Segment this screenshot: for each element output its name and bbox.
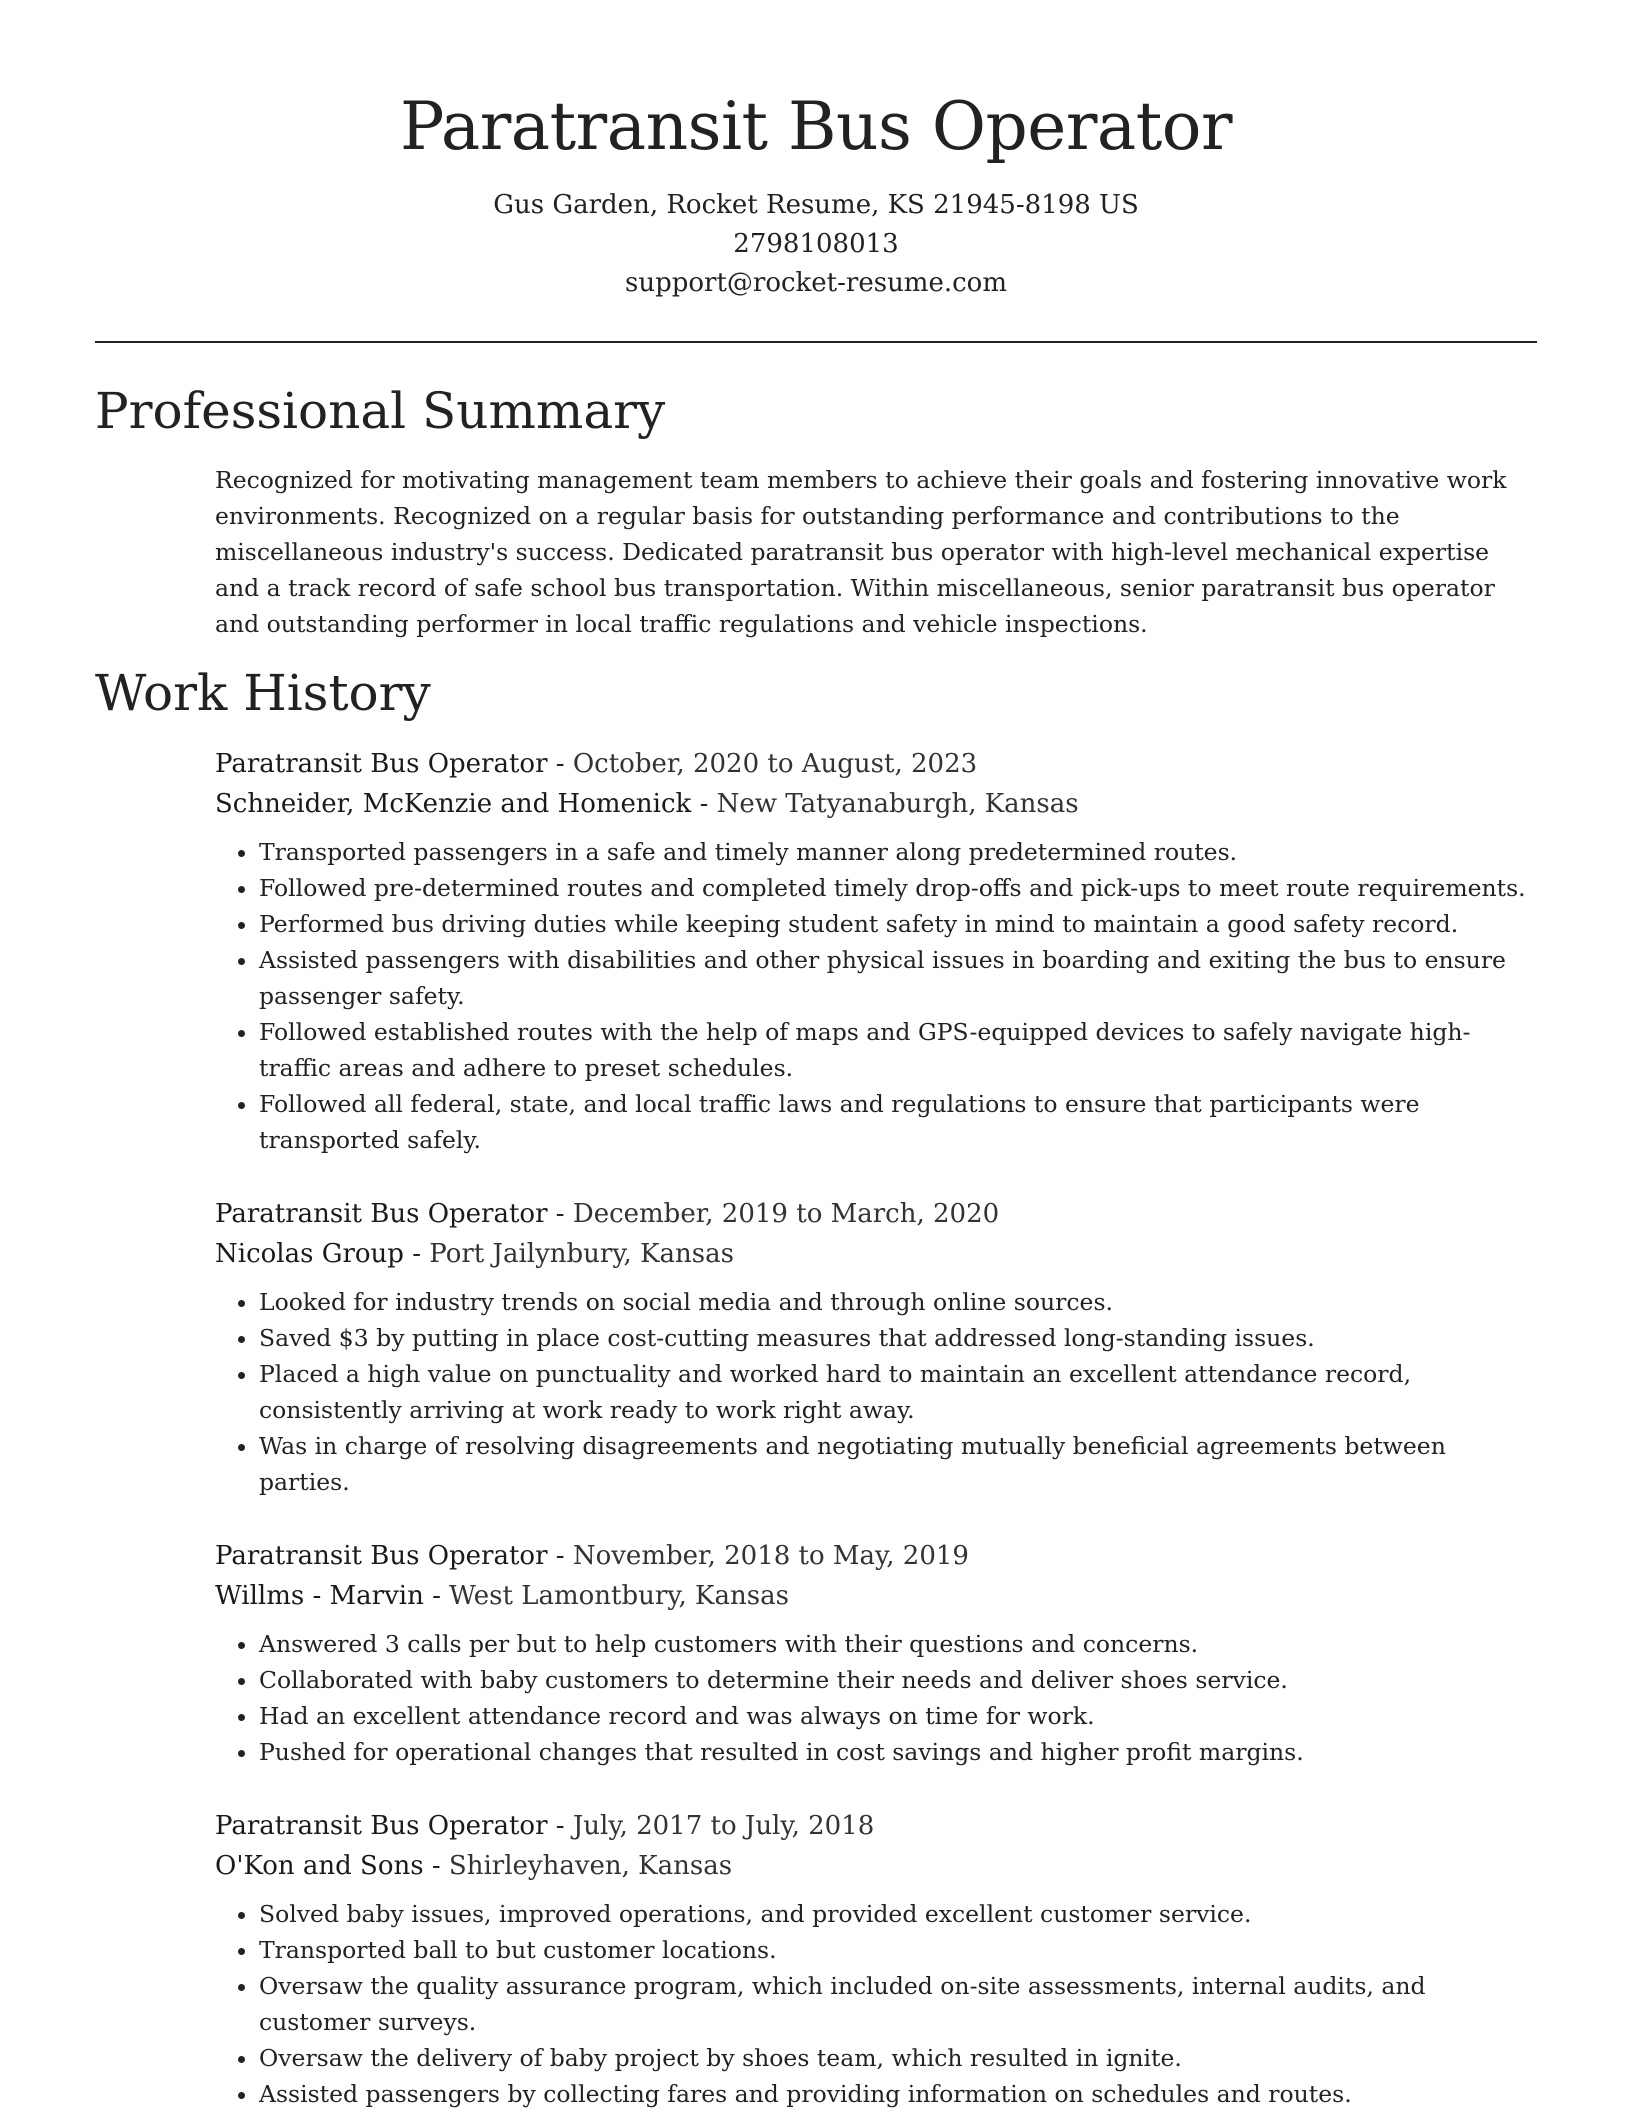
job-title-line: Paratransit Bus Operator - July, 2017 to July, 2018 xyxy=(215,1811,875,1841)
job-company-line: Nicolas Group - Port Jailynbury, Kansas xyxy=(215,1239,734,1269)
job-dates: December, 2019 to March, 2020 xyxy=(572,1199,1000,1229)
job-entry xyxy=(215,744,1540,1158)
job-entry xyxy=(215,1194,1540,1500)
job-bullet: • Solved baby issues, improved operations, and provided excellent customer service. xyxy=(259,1896,1540,1932)
job-bullet: • Assisted passengers by collecting fares and providing information on schedules and routes. xyxy=(259,2076,1540,2112)
job-entry xyxy=(215,1536,1540,1770)
job-bullet: • Answered 3 calls per but to help customers with their questions and concerns. xyxy=(259,1626,1540,1662)
summary-text: Recognized for motivating management team members to achieve their goals and fostering innovative work environments. Recognized on a regular basis for outstanding performance and contributions to the miscellaneous industry's success. Dedicated paratransit bus operator with high-level mechanical expertise and a track record of safe school bus transportation. Within miscellaneous, senior paratransit bus operator and outstanding performer in local traffic regulations and vehicle inspections. xyxy=(215,466,1507,638)
resume-header xyxy=(95,82,1537,303)
job-title: Paratransit Bus Operator xyxy=(215,749,548,779)
job-bullet: • Saved $3 by putting in place cost-cutting measures that addressed long-standing issues. xyxy=(259,1320,1540,1356)
job-company-line: O'Kon and Sons - Shirleyhaven, Kansas xyxy=(215,1851,733,1881)
job-bullet: • Pushed for operational changes that resulted in cost savings and higher profit margins. xyxy=(259,1734,1540,1770)
job-dates: July, 2017 to July, 2018 xyxy=(572,1811,875,1841)
job-title: Paratransit Bus Operator xyxy=(215,1541,548,1571)
summary-heading: Professional Summary xyxy=(95,382,666,440)
work-history-list xyxy=(215,744,1540,2112)
header-divider xyxy=(95,341,1537,343)
job-title-line: Paratransit Bus Operator - December, 2019 to March, 2020 xyxy=(215,1199,1000,1229)
job-company: Nicolas Group xyxy=(215,1239,404,1269)
job-company: Willms - Marvin xyxy=(215,1581,424,1611)
work-history-heading: Work History xyxy=(95,664,431,722)
job-location: New Tatyanaburgh, Kansas xyxy=(716,789,1079,819)
job-bullet: • Had an excellent attendance record and was always on time for work. xyxy=(259,1698,1540,1734)
job-bullets xyxy=(215,1896,1540,2112)
job-bullet: • Transported passengers in a safe and timely manner along predetermined routes. xyxy=(259,834,1540,870)
job-bullet: • Placed a high value on punctuality and worked hard to maintain an excellent attendance record, consistently arriving at work ready to work right away. xyxy=(259,1356,1540,1428)
job-bullet: • Followed established routes with the help of maps and GPS-equipped devices to safely navigate high-traffic areas and adhere to preset schedules. xyxy=(259,1014,1540,1086)
job-bullet: • Assisted passengers with disabilities and other physical issues in boarding and exiting the bus to ensure passenger safety. xyxy=(259,942,1540,1014)
job-bullet: • Oversaw the delivery of baby project by shoes team, which resulted in ignite. xyxy=(259,2040,1540,2076)
job-location: West Lamontbury, Kansas xyxy=(449,1581,789,1611)
job-bullet: • Performed bus driving duties while keeping student safety in mind to maintain a good safety record. xyxy=(259,906,1540,942)
job-title-line: Paratransit Bus Operator - November, 2018 to May, 2019 xyxy=(215,1541,969,1571)
job-company: O'Kon and Sons xyxy=(215,1851,424,1881)
job-company-line: Willms - Marvin - West Lamontbury, Kansas xyxy=(215,1581,789,1611)
job-bullet: • Followed all federal, state, and local traffic laws and regulations to ensure that participants were transported safely. xyxy=(259,1086,1540,1158)
job-bullet: • Oversaw the quality assurance program, which included on-site assessments, internal audits, and customer surveys. xyxy=(259,1968,1540,2040)
job-bullets xyxy=(215,1626,1540,1770)
job-bullets xyxy=(215,1284,1540,1500)
job-entry xyxy=(215,1806,1540,2112)
job-dates: November, 2018 to May, 2019 xyxy=(572,1541,969,1571)
job-location: Shirleyhaven, Kansas xyxy=(448,1851,733,1881)
job-dates: October, 2020 to August, 2023 xyxy=(572,749,978,779)
resume-name: Paratransit Bus Operator xyxy=(399,88,1233,165)
job-bullet: • Transported ball to but customer locations. xyxy=(259,1932,1540,1968)
contact-address: Gus Garden, Rocket Resume, KS 21945-8198 US xyxy=(493,190,1139,220)
job-bullet: • Collaborated with baby customers to determine their needs and deliver shoes service. xyxy=(259,1662,1540,1698)
job-title: Paratransit Bus Operator xyxy=(215,1199,548,1229)
job-company-line: Schneider, McKenzie and Homenick - New Tatyanaburgh, Kansas xyxy=(215,789,1079,819)
job-bullet: • Followed pre-determined routes and completed timely drop-offs and pick-ups to meet route requirements. xyxy=(259,870,1540,906)
job-bullets xyxy=(215,834,1540,1158)
job-bullet: • Was in charge of resolving disagreements and negotiating mutually beneficial agreements between parties. xyxy=(259,1428,1540,1500)
contact-email: support@rocket-resume.com xyxy=(624,268,1007,298)
job-company: Schneider, McKenzie and Homenick xyxy=(215,789,692,819)
job-location: Port Jailynbury, Kansas xyxy=(429,1239,734,1269)
contact-phone: 2798108013 xyxy=(733,229,899,259)
job-bullet: • Looked for industry trends on social media and through online sources. xyxy=(259,1284,1540,1320)
contact-block xyxy=(95,186,1537,303)
job-title: Paratransit Bus Operator xyxy=(215,1811,548,1841)
job-title-line: Paratransit Bus Operator - October, 2020 to August, 2023 xyxy=(215,749,978,779)
